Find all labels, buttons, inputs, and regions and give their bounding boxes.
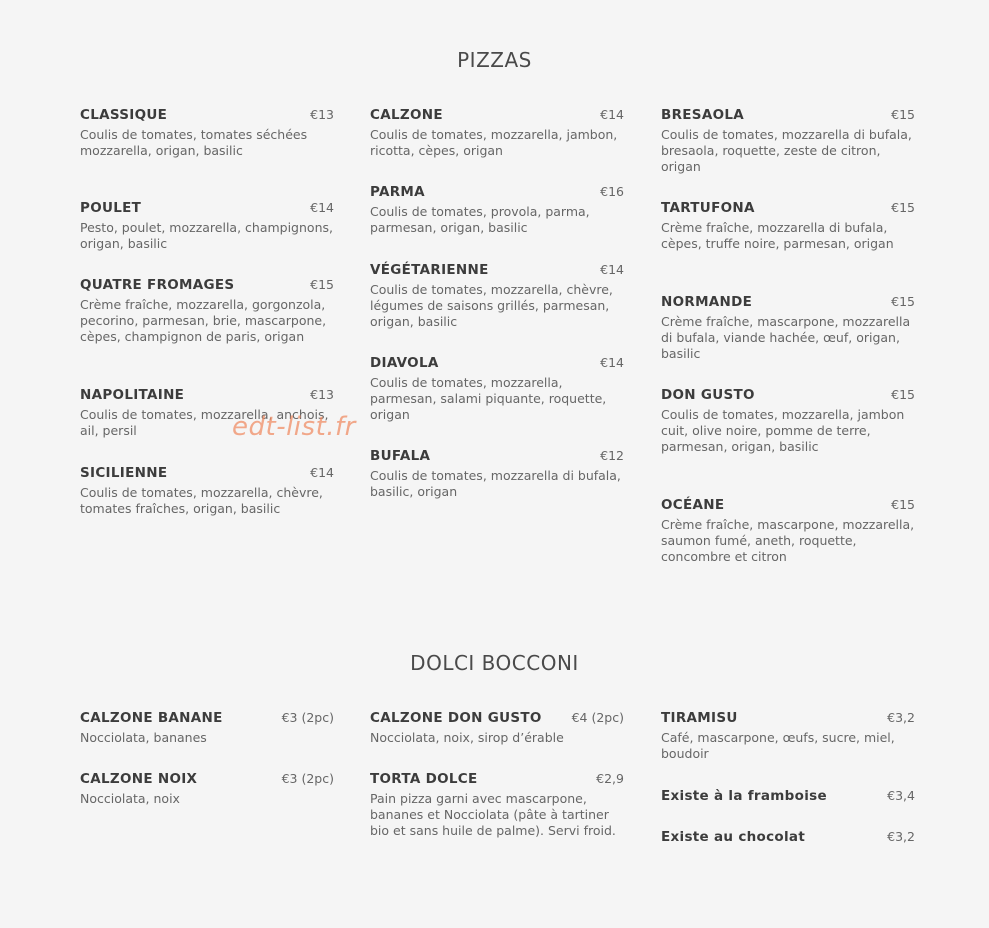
item-name: CALZONE — [370, 107, 443, 123]
item-name: TIRAMISU — [661, 710, 738, 726]
item-description: Pain pizza garni avec mascarpone, bananes et Nocciolata (pâte à tartiner bio et sans huile de palme). Servi froid. — [370, 791, 616, 839]
item-description: Coulis de tomates, mozzarella di bufala, bresaola, roquette, zeste de citron, origan — [661, 127, 912, 175]
item-name: NORMANDE — [661, 294, 753, 310]
item-name: Existe à la framboise — [661, 788, 827, 804]
section-title-dolci: DOLCI BOCCONI — [410, 651, 579, 675]
item-price: €3,4 — [887, 788, 915, 803]
item-name: DON GUSTO — [661, 387, 755, 403]
item-price: €14 — [310, 465, 334, 480]
menu-item — [370, 355, 624, 424]
item-price: €15 — [891, 107, 915, 122]
menu-item — [370, 771, 624, 840]
item-name: CLASSIQUE — [80, 107, 168, 123]
item-name: POULET — [80, 200, 142, 216]
item-name: Existe au chocolat — [661, 829, 806, 845]
item-description: Coulis de tomates, tomates séchées mozzarella, origan, basilic — [80, 127, 308, 159]
item-price: €3 (2pc) — [281, 771, 334, 786]
menu-item — [80, 710, 334, 746]
item-description: Coulis de tomates, mozzarella, parmesan, salami piquante, roquette, origan — [370, 375, 607, 423]
menu-item — [80, 200, 334, 252]
item-price: €15 — [891, 387, 915, 402]
item-name: CALZONE BANANE — [80, 710, 223, 726]
menu-item — [370, 107, 624, 159]
item-price: €16 — [600, 184, 624, 199]
item-price: €15 — [891, 294, 915, 309]
item-description: Coulis de tomates, provola, parma, parmesan, origan, basilic — [370, 204, 590, 236]
item-price: €13 — [310, 387, 334, 402]
item-description: Coulis de tomates, mozzarella di bufala, basilic, origan — [370, 468, 621, 500]
item-description: Pesto, poulet, mozzarella, champignons, origan, basilic — [80, 220, 333, 252]
item-description: Crème fraîche, mascarpone, mozzarella di bufala, viande hachée, œuf, origan, basilic — [661, 314, 911, 362]
item-price: €2,9 — [596, 771, 624, 786]
item-price: €3,2 — [887, 710, 915, 725]
item-price: €3,2 — [887, 829, 915, 844]
menu-item — [80, 771, 334, 807]
item-price: €3 (2pc) — [281, 710, 334, 725]
menu-item — [661, 710, 915, 762]
item-description: Coulis de tomates, mozzarella, chèvre, légumes de saisons grillés, parmesan, origan, basilic — [370, 282, 613, 330]
item-price: €14 — [600, 262, 624, 277]
item-price: €15 — [310, 277, 334, 292]
item-description: Nocciolata, noix, sirop d’érable — [370, 730, 564, 745]
item-description: Crème fraîche, mascarpone, mozzarella, saumon fumé, aneth, roquette, concombre et citron — [661, 517, 915, 565]
item-name: CALZONE NOIX — [80, 771, 198, 787]
item-description: Coulis de tomates, mozzarella, chèvre, tomates fraîches, origan, basilic — [80, 485, 323, 517]
item-description: Crème fraîche, mozzarella di bufala, cèpes, truffe noire, parmesan, origan — [661, 220, 894, 252]
watermark: edt-list.fr — [232, 412, 356, 442]
item-name: QUATRE FROMAGES — [80, 277, 235, 293]
menu-item — [661, 497, 915, 566]
item-name: OCÉANE — [661, 497, 725, 513]
item-price: €4 (2pc) — [571, 710, 624, 725]
item-name: TARTUFONA — [661, 200, 755, 216]
item-name: BUFALA — [370, 448, 431, 464]
item-description: Coulis de tomates, mozzarella, jambon, ricotta, cèpes, origan — [370, 127, 618, 159]
menu-item — [370, 262, 624, 331]
item-name: SICILIENNE — [80, 465, 168, 481]
menu-item — [370, 448, 624, 500]
menu-item — [370, 184, 624, 236]
item-price: €13 — [310, 107, 334, 122]
menu-item — [661, 387, 915, 456]
menu-item — [370, 710, 624, 746]
item-name: DIAVOLA — [370, 355, 439, 371]
item-name: VÉGÉTARIENNE — [370, 262, 489, 278]
item-description: Café, mascarpone, œufs, sucre, miel, boudoir — [661, 730, 895, 762]
menu-item — [661, 107, 915, 176]
item-description: Coulis de tomates, mozzarella, anchois, ail, persil — [80, 407, 329, 439]
item-name: NAPOLITAINE — [80, 387, 185, 403]
menu-item — [661, 788, 915, 804]
item-price: €14 — [600, 355, 624, 370]
item-name: BRESAOLA — [661, 107, 745, 123]
menu-item — [80, 277, 334, 346]
item-price: €12 — [600, 448, 624, 463]
menu-item — [80, 107, 334, 159]
item-name: CALZONE DON GUSTO — [370, 710, 542, 726]
item-price: €14 — [310, 200, 334, 215]
item-description: Nocciolata, bananes — [80, 730, 207, 745]
item-description: Crème fraîche, mozzarella, gorgonzola, pecorino, parmesan, brie, mascarpone, cèpes, champignon de paris, origan — [80, 297, 327, 345]
menu-item — [661, 200, 915, 252]
item-price: €15 — [891, 200, 915, 215]
item-name: TORTA DOLCE — [370, 771, 478, 787]
item-price: €15 — [891, 497, 915, 512]
item-description: Coulis de tomates, mozzarella, jambon cuit, olive noire, pomme de terre, parmesan, origan, basilic — [661, 407, 905, 455]
item-price: €14 — [600, 107, 624, 122]
menu-item — [661, 829, 915, 845]
menu-item — [80, 465, 334, 517]
item-description: Nocciolata, noix — [80, 791, 180, 806]
menu-item — [661, 294, 915, 363]
section-title-pizzas: PIZZAS — [457, 48, 532, 72]
item-name: PARMA — [370, 184, 425, 200]
